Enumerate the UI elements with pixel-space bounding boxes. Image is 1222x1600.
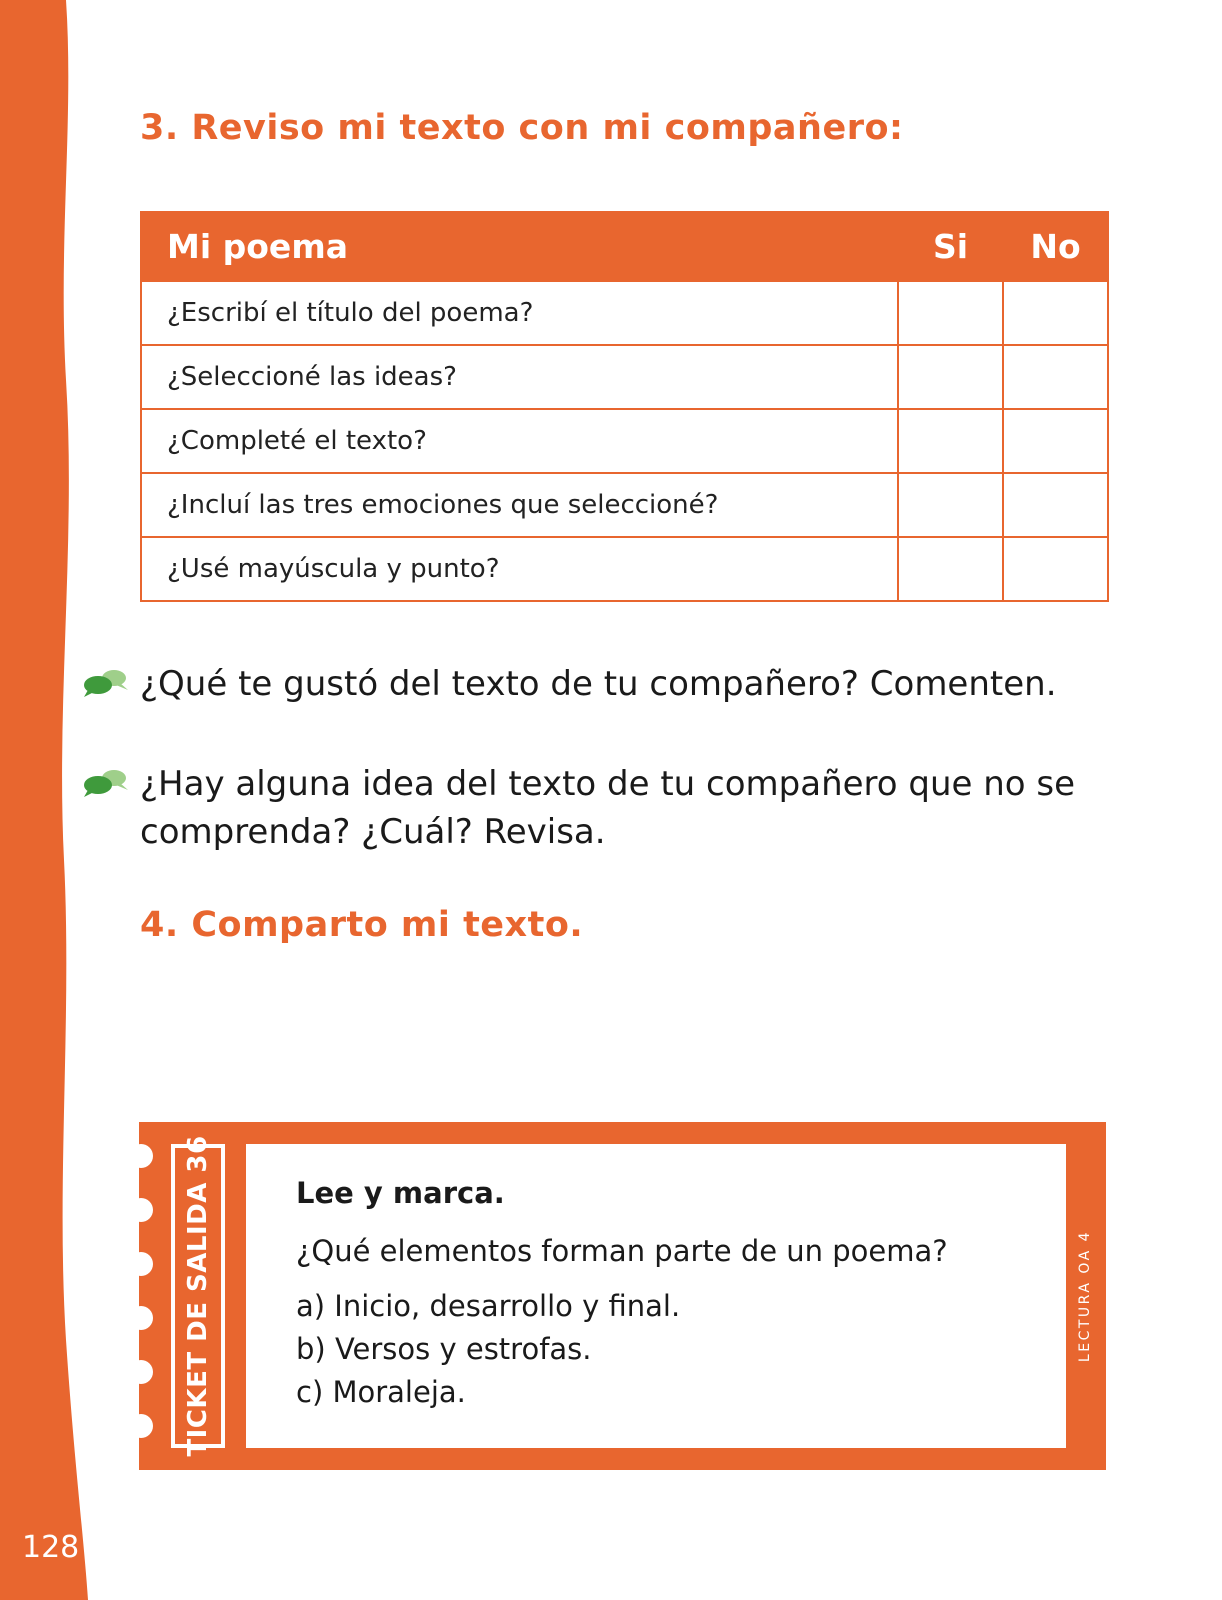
checklist-question: ¿Seleccioné las ideas? xyxy=(141,345,898,409)
si-checkbox-cell[interactable] xyxy=(898,281,1003,345)
si-checkbox-cell[interactable] xyxy=(898,537,1003,601)
table-row xyxy=(141,409,1108,473)
ticket-notch xyxy=(129,1198,153,1222)
ticket-label: TICKET DE SALIDA 36 xyxy=(183,1135,213,1457)
ticket-option-a[interactable]: a) Inicio, desarrollo y final. xyxy=(296,1289,681,1323)
ticket-side-label: LECTURA OA 4 xyxy=(1077,1229,1093,1363)
discussion-question-2: ¿Hay alguna idea del texto de tu compañero que no se comprenda? ¿Cuál? Revisa. xyxy=(140,764,1076,852)
ticket-notch xyxy=(129,1306,153,1330)
table-row xyxy=(141,281,1108,345)
table-row xyxy=(141,345,1108,409)
no-checkbox-cell[interactable] xyxy=(1003,409,1108,473)
ticket-label-box xyxy=(171,1135,225,1457)
header-si: Si xyxy=(898,212,1003,281)
header-mi-poema: Mi poema xyxy=(141,212,898,281)
table-row xyxy=(141,537,1108,601)
ticket-notch xyxy=(129,1414,153,1438)
ticket-question: ¿Qué elementos forman parte de un poema? xyxy=(296,1234,948,1268)
speech-bubbles-icon xyxy=(82,668,130,698)
si-checkbox-cell[interactable] xyxy=(898,409,1003,473)
discussion-question-1: ¿Qué te gustó del texto de tu compañero? Comenten. xyxy=(140,664,1057,704)
no-checkbox-cell[interactable] xyxy=(1003,473,1108,537)
review-checklist-table xyxy=(140,211,1109,602)
page-number: 128 xyxy=(22,1530,80,1565)
section-3-heading: 3. Reviso mi texto con mi compañero: xyxy=(140,108,904,148)
si-checkbox-cell[interactable] xyxy=(898,473,1003,537)
checklist-question: ¿Usé mayúscula y punto? xyxy=(141,537,898,601)
ticket-notch xyxy=(129,1360,153,1384)
si-checkbox-cell[interactable] xyxy=(898,345,1003,409)
exit-ticket xyxy=(139,1122,1106,1470)
table-header-row xyxy=(141,212,1108,281)
ticket-option-c[interactable]: c) Moraleja. xyxy=(296,1375,466,1409)
no-checkbox-cell[interactable] xyxy=(1003,281,1108,345)
ticket-content-panel xyxy=(246,1144,1066,1448)
checklist-question: ¿Escribí el título del poema? xyxy=(141,281,898,345)
speech-bubbles-icon xyxy=(82,768,130,798)
ticket-notch xyxy=(129,1144,153,1168)
header-no: No xyxy=(1003,212,1108,281)
page-edge-decoration xyxy=(0,0,100,1600)
no-checkbox-cell[interactable] xyxy=(1003,345,1108,409)
section-4-heading: 4. Comparto mi texto. xyxy=(140,905,584,945)
ticket-option-b[interactable]: b) Versos y estrofas. xyxy=(296,1332,592,1366)
ticket-instruction: Lee y marca. xyxy=(296,1176,505,1210)
no-checkbox-cell[interactable] xyxy=(1003,537,1108,601)
table-row xyxy=(141,473,1108,537)
checklist-question: ¿Incluí las tres emociones que seleccioné? xyxy=(141,473,898,537)
ticket-notch xyxy=(129,1252,153,1276)
checklist-question: ¿Completé el texto? xyxy=(141,409,898,473)
